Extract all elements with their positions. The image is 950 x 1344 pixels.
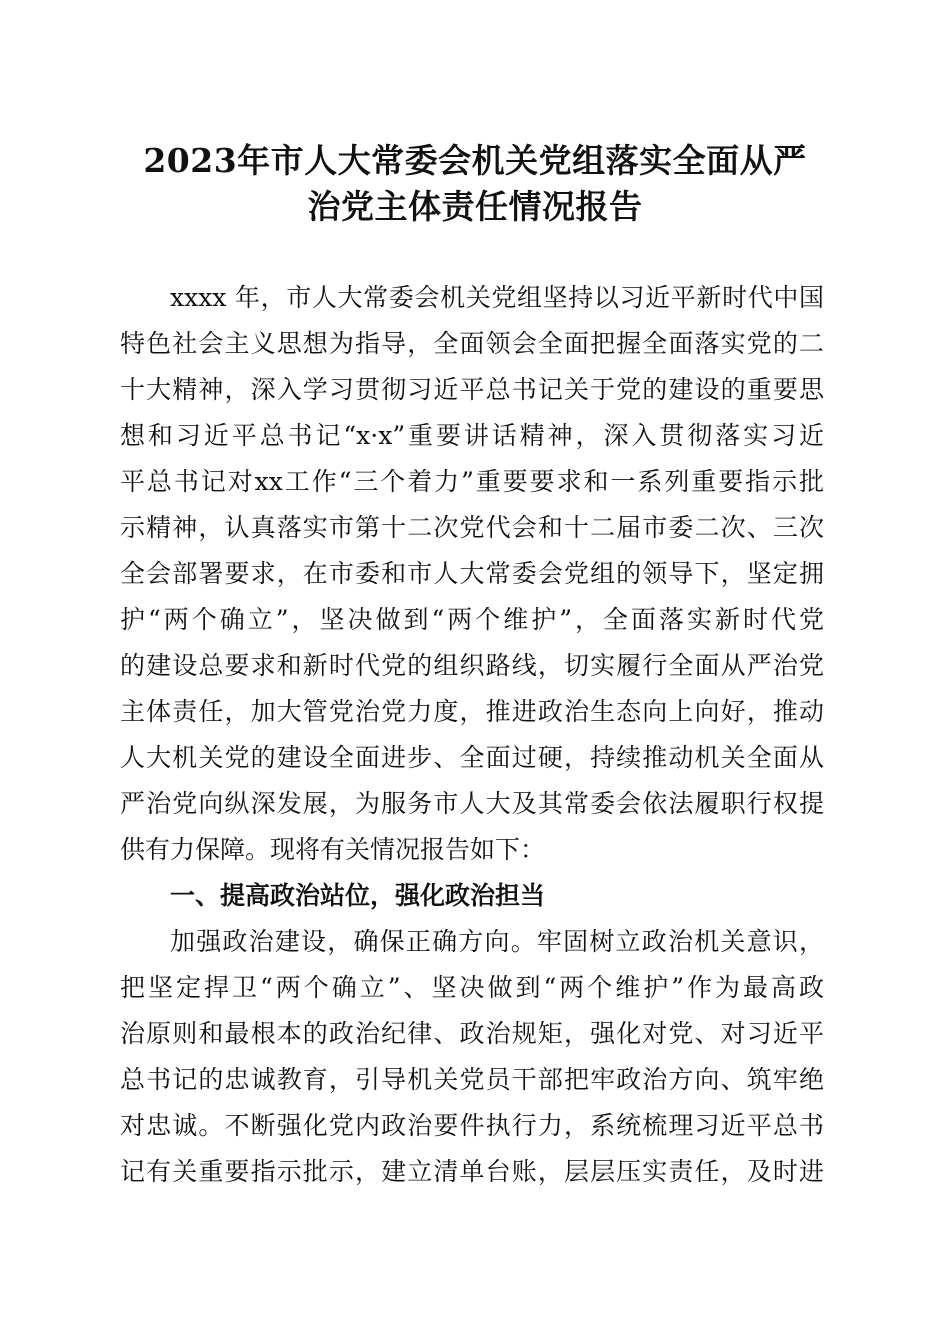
document-title-line-1: 2023年市人大常委会机关党组落实全面从严	[143, 141, 807, 180]
paragraph-line: 护“两个确立”，坚决做到“两个维护”，全面落实新时代党	[120, 605, 824, 634]
paragraph-line: 主体责任，加大管党治党力度，推进政治生态向上向好，推动	[120, 697, 824, 726]
paragraph-line: 全会部署要求，在市委和市人大常委会党组的领导下，坚定拥	[120, 559, 824, 588]
paragraph-line: 平总书记对xx工作“三个着力”重要要求和一系列重要指示批	[120, 467, 824, 496]
paragraph-line: 加强政治建设，确保正确方向。牢固树立政治机关意识，	[170, 927, 824, 956]
paragraph-line: 记有关重要指示批示，建立清单台账，层层压实责任，及时进	[120, 1157, 824, 1186]
paragraph-line: 十大精神，深入学习贯彻习近平总书记关于党的建设的重要思	[120, 375, 824, 404]
paragraph-line: 的建设总要求和新时代党的组织路线，切实履行全面从严治党	[120, 651, 824, 680]
paragraph-line: 总书记的忠诚教育，引导机关党员干部把牢政治方向、筑牢绝	[120, 1065, 824, 1094]
paragraph-line: 供有力保障。现将有关情况报告如下：	[120, 835, 546, 864]
section-heading-1: 一、提高政治站位，强化政治担当	[170, 881, 546, 910]
document-title-line-2: 治党主体责任情况报告	[307, 187, 643, 226]
paragraph-line: 人大机关党的建设全面进步、全面过硬，持续推动机关全面从	[120, 743, 824, 772]
paragraph-line: 特色社会主义思想为指导，全面领会全面把握全面落实党的二	[120, 329, 824, 358]
paragraph-line: 治原则和最根本的政治纪律、政治规矩，强化对党、对习近平	[120, 1019, 824, 1048]
paragraph-line: 把坚定捍卫“两个确立”、坚决做到“两个维护”作为最高政	[120, 973, 824, 1002]
paragraph-line: 想和习近平总书记“x·x”重要讲话精神，深入贯彻落实习近	[120, 421, 824, 450]
paragraph-line: 严治党向纵深发展，为服务市人大及其常委会依法履职行权提	[120, 789, 824, 818]
paragraph-line: 对忠诚。不断强化党内政治要件执行力，系统梳理习近平总书	[120, 1111, 824, 1140]
paragraph-line: 示精神，认真落实市第十二次党代会和十二届市委二次、三次	[120, 513, 824, 542]
paragraph-line: xxxx 年，市人大常委会机关党组坚持以习近平新时代中国	[170, 283, 824, 312]
